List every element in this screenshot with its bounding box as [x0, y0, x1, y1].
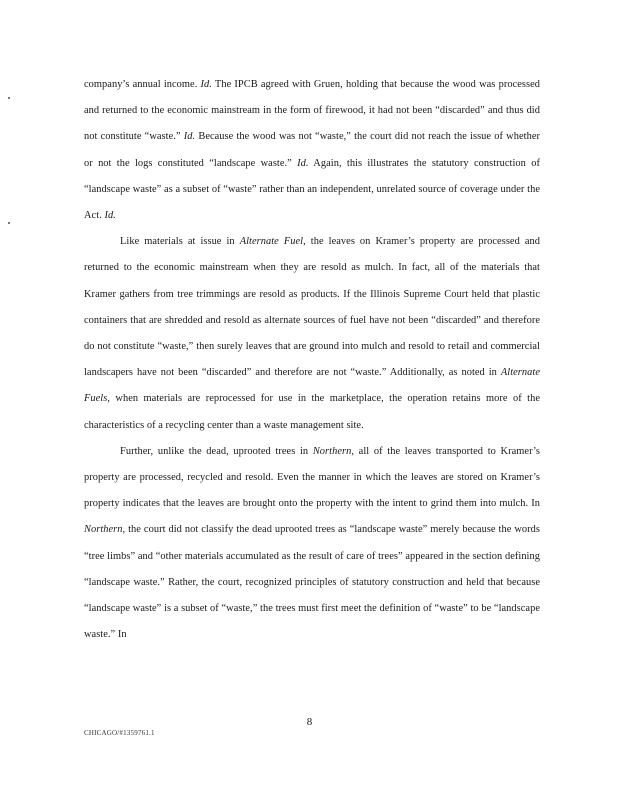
paragraph-text: Like materials at issue in — [120, 236, 240, 248]
scan-margin-mark — [8, 97, 10, 99]
paragraph-text: , when materials are reprocessed for use in the marketplace, the operation retains more of the characteristics of a recycling center than a waste management site. — [84, 393, 540, 431]
citation-text: Id. — [183, 131, 196, 143]
citation-text: Northern — [84, 524, 123, 536]
citation-text: Alternate Fuel — [239, 236, 304, 248]
citation-text: Id. — [104, 210, 116, 222]
paragraph — [84, 72, 540, 229]
paragraph-text: , all of the leaves transported to Kramer’s property are processed, recycled and resold. Even the manner in which the leaves are stored on Kramer’s property indicates that the leaves are brought onto the property with the intent to grind them into mulch. In — [84, 445, 540, 510]
document-body — [84, 72, 540, 648]
page-number: 8 — [306, 716, 313, 728]
paragraph — [84, 229, 540, 439]
paragraph-text: Again, this illustrates the statutory construction of “landscape waste” as a subset of “waste” rather than an independent, unrelated source of coverage under the Act. — [84, 157, 540, 222]
paragraph-text: Further, unlike the dead, uprooted trees in — [120, 445, 313, 457]
paragraph — [84, 439, 540, 649]
citation-text: Alternate Fuels — [84, 367, 540, 405]
paragraph-text: The IPCB agreed with Gruen, holding that because the wood was processed and returned to the economic mainstream in the form of firewood, it had not been “discarded” and thus did not constitute “waste.” — [84, 79, 540, 143]
citation-text: Id. — [297, 157, 309, 169]
paragraph-text: , the court did not classify the dead uprooted trees as “landscape waste” merely because the words “tree limbs” and “other materials accumulated as the result of care of trees” appeared in the section defining “landscape waste.” Rather, the court, recognized principles of statutory construction and held that because “landscape waste” is a subset of “waste,” the trees must first meet the definition of “waste” to be “landscape waste.” In — [84, 524, 540, 641]
citation-text: Id. — [200, 79, 212, 90]
paragraph-text: company’s annual income. — [84, 79, 201, 90]
paragraph-text: , the leaves on Kramer’s property are processed and returned to the economic mainstream when they are resold as mulch. In fact, all of the materials that Kramer gathers from tree trimmings are resold as products. If the Illinois Supreme Court held that plastic containers that are shredded and resold as alternate sources of fuel have not been “discarded” and therefore do not constitute “waste,” then surely leaves that are ground into mulch and resold to retail and commercial landscapers have not been “discarded” and therefore are not “waste.” Additionally, as noted in — [84, 236, 540, 379]
document-id: CHICAGO/#1359761.1 — [84, 729, 155, 737]
citation-text: Northern — [312, 445, 352, 457]
scan-margin-mark — [8, 222, 10, 224]
paragraph-text: Because the wood was not “waste,” the court did not reach the issue of whether or not the logs constituted “landscape waste.” — [84, 131, 541, 169]
